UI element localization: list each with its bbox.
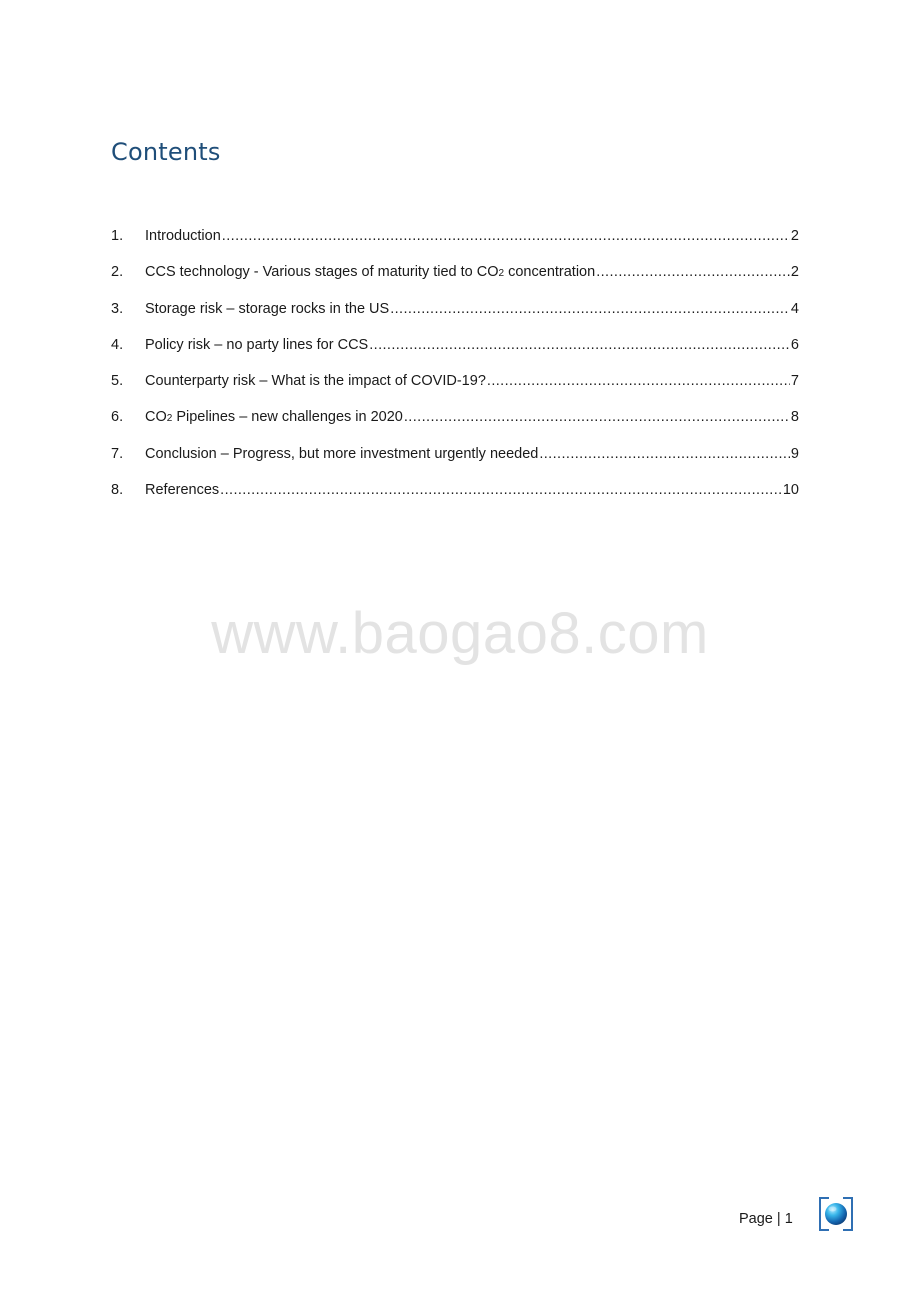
table-of-contents (111, 226, 799, 516)
toc-leader-dots (404, 407, 790, 427)
toc-leader-dots (222, 226, 790, 246)
toc-page-number: 2 (790, 228, 799, 244)
toc-leader-dots (220, 480, 782, 500)
toc-title-part: concentration (504, 264, 596, 281)
toc-entry-introduction[interactable] (111, 226, 799, 262)
toc-title-subscript: 2 (498, 268, 505, 280)
toc-page-number: 9 (790, 445, 799, 462)
toc-entry-ccs-technology[interactable] (111, 262, 799, 298)
toc-leader-dots (390, 299, 790, 319)
bracket-orb-logo-icon (819, 1197, 853, 1231)
toc-title: Policy risk – no party lines for CCS (145, 336, 369, 353)
toc-number: 4. (111, 336, 124, 353)
toc-leader-dots (487, 371, 790, 391)
toc-title-part: Pipelines – new challenges in 2020 (172, 409, 403, 426)
toc-entry-storage-risk[interactable] (111, 299, 799, 335)
toc-entry-co2-pipelines[interactable] (111, 407, 799, 443)
toc-title (145, 407, 403, 429)
toc-title: Conclusion – Progress, but more investment urgently needed (145, 445, 539, 462)
toc-number: 8. (111, 482, 124, 499)
toc-page-number: 10 (782, 482, 799, 499)
toc-title (145, 262, 595, 284)
toc-page-number: 6 (790, 336, 799, 353)
toc-page-number: 2 (790, 264, 799, 281)
toc-number: 6. (111, 409, 124, 426)
toc-number: 1. (111, 228, 124, 244)
toc-entry-counterparty-risk[interactable] (111, 371, 799, 407)
toc-page-number: 4 (790, 300, 799, 317)
toc-title: Counterparty risk – What is the impact of COVID-19? (145, 373, 486, 390)
toc-number: 2. (111, 264, 124, 281)
watermark: www.baogao8.com (211, 601, 709, 666)
toc-title-part: CCS technology - Various stages of maturity tied to CO (145, 264, 499, 281)
toc-leader-dots (539, 444, 790, 464)
toc-title-part: CO (145, 409, 167, 426)
toc-number: 3. (111, 300, 124, 317)
toc-title: Storage risk – storage rocks in the US (145, 300, 390, 317)
toc-page-number: 8 (790, 409, 799, 426)
toc-title: References (145, 482, 220, 499)
toc-leader-dots (369, 335, 790, 355)
toc-entry-policy-risk[interactable] (111, 335, 799, 371)
toc-number: 7. (111, 445, 124, 462)
footer-page-number: Page | 1 (739, 1211, 793, 1227)
toc-title-subscript: 2 (166, 413, 173, 425)
toc-leader-dots (596, 262, 790, 282)
toc-entry-conclusion[interactable] (111, 444, 799, 480)
toc-number: 5. (111, 373, 124, 390)
toc-title: Introduction (145, 228, 221, 244)
page-title: Contents (111, 138, 221, 166)
toc-page-number: 7 (790, 373, 799, 390)
toc-entry-references[interactable] (111, 480, 799, 516)
